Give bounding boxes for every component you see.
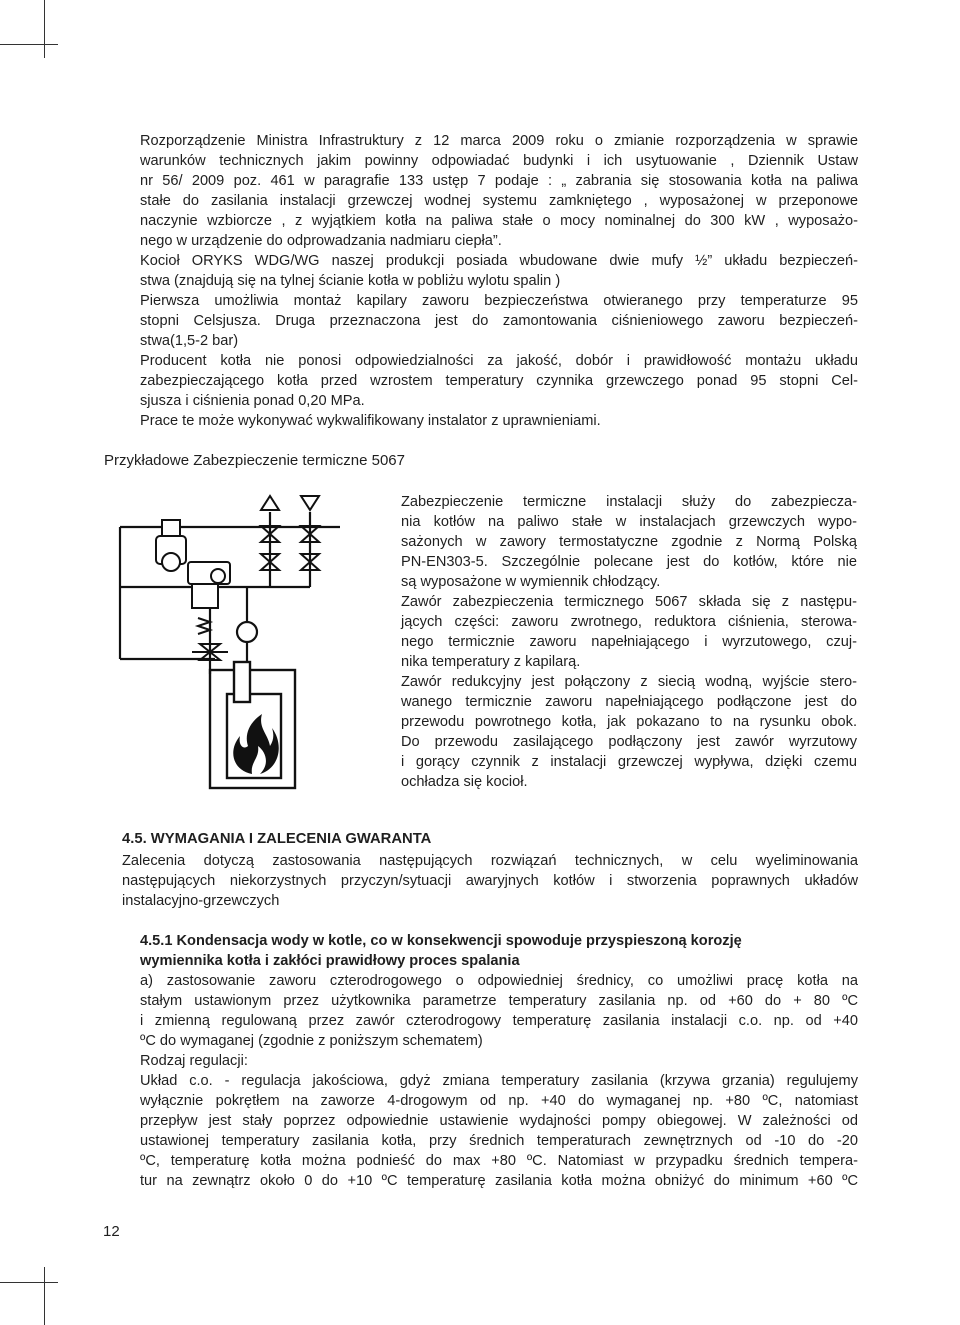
- side-line: Zabezpieczenie termiczne instalacji służy do zabezpiecza-: [401, 494, 857, 510]
- subsection-line: wyłącznie pokrętłem na zaworze 4-drogowym od np. +40 do wymaganej np. +80 ºC, natomiast: [140, 1093, 858, 1109]
- crop-mark-bottom-left: [44, 1267, 45, 1325]
- intro-line: Prace te może wykonywać wykwalifikowany instalator z uprawnieniami.: [140, 413, 601, 429]
- subsection-heading: [140, 931, 858, 971]
- subsection-heading-line: 4.5.1 Kondensacja wody w kotle, co w konsekwencji spowoduje przyspieszoną korozję: [140, 933, 742, 949]
- side-line: ochładza się kocioł.: [401, 774, 528, 790]
- side-line: nego termicznie zaworu napełniającego i wyrzutowego, czuj-: [401, 634, 857, 650]
- flame-icon: [233, 714, 279, 774]
- section-line: następujących niekorzystnych przyczyn/sytuacji awaryjnych kotłów i stworzenia poprawnych układów: [122, 873, 858, 889]
- intro-line: warunków technicznych jakim powinny odpowiadać budynki i ich usytuowanie , Dziennik Ustaw: [140, 153, 858, 169]
- intro-line: Producent kotła nie ponosi odpowiedzialności za jakość, dobór i prawidłowość montażu układu: [140, 353, 858, 369]
- crop-mark-bottom-left-h: [0, 1282, 58, 1283]
- side-line: jących części: zaworu zwrotnego, reduktora ciśnienia, sterowa-: [401, 614, 857, 630]
- intro-line: nego w urządzenie do odprowadzania nadmiaru ciepła”.: [140, 233, 502, 249]
- subsection-line: ºC do wymaganej (zgodnie z poniższym schematem): [140, 1033, 483, 1049]
- subsection-line: ustawionej temperatury zasilania kotła, przy średnich temperaturach zewnętrznych od -10 do -20: [140, 1133, 858, 1149]
- vent-triangle-icon: [261, 496, 279, 510]
- side-line: Do przewodu zasilającego podłączony jest zawór wyrzutowy: [401, 734, 857, 750]
- intro-line: stałe do zasilania instalacji grzewczej wodnej systemu zamkniętego , wyposażonej w przeponowe: [140, 193, 858, 209]
- subsection-line: Rodzaj regulacji:: [140, 1053, 248, 1069]
- side-line: przewodu powrotnego kotła, jak pokazano to na rysunku obok.: [401, 714, 857, 730]
- intro-line: zabezpieczającego kotła przed wzrostem temperatury czynnika grzewczego ponad 95 stopni Cel-: [140, 373, 858, 389]
- intro-line: Rozporządzenie Ministra Infrastruktury z 12 marca 2009 roku o zmianie rozporządzenia w sprawie: [140, 133, 858, 149]
- section-paragraph: [122, 851, 858, 911]
- side-line: nika temperatury z kapilarą.: [401, 654, 581, 670]
- subsection-line: ºC, temperaturę kotła można podnieść do max +80 ºC. Natomiast w przypadku średnich tempera-: [140, 1153, 858, 1169]
- thermal-safety-valve-diagram: [100, 484, 390, 806]
- subsection-paragraph: [140, 971, 858, 1191]
- page-number: 12: [103, 1223, 120, 1240]
- side-line: Zawór redukcyjny jest połączony z siecią wodną, wyjście stero-: [401, 674, 857, 690]
- intro-line: naczynie wzbiorcze , z wyjątkiem kotła na paliwa stałe o mocy nominalnej do 300 kW , wyposażo-: [140, 213, 858, 229]
- subsection-line: Układ c.o. - regulacja jakościowa, gdyż zmiana temperatury zasilania (krzywa grzania) regulujemy: [140, 1073, 858, 1089]
- vent-triangle-down-icon: [301, 496, 319, 510]
- subsection-line: stałym ustawionym przez użytkownika parametrze temperatury zasilania np. od +60 do + 80 ºC: [140, 993, 858, 1009]
- intro-line: sjusza i ciśnienia ponad 0,20 MPa.: [140, 393, 365, 409]
- subsection-line: i zmienną regulowaną przez zawór czterodrogowy temperaturę zasilania instalacji c.o. np. od +40: [140, 1013, 858, 1029]
- side-description: [401, 492, 857, 792]
- section-heading: 4.5. WYMAGANIA I ZALECENIA GWARANTA: [122, 831, 432, 847]
- intro-line: stopni Celsjusza. Druga przeznaczona jest do zamontowania ciśnieniowego zaworu bezpieczeń-: [140, 313, 858, 329]
- side-line: sażonych w zawory termostatyczne zgodnie z Normą Polską: [401, 534, 857, 550]
- section-line: Zalecenia dotyczą zastosowania następujących rozwiązań technicznych, w celu wyeliminowania: [122, 853, 858, 869]
- intro-line: stwa(1,5-2 bar): [140, 333, 239, 349]
- side-line: nia kotłów na paliwo stałe w instalacjach grzewczych wypo-: [401, 514, 857, 530]
- subsection-line: a) zastosowanie zaworu czterodrogowego o odpowiedniej średnicy, co umożliwi pracę kotła na: [140, 973, 858, 989]
- side-line: są wyposażone w wymiennik chłodzący.: [401, 574, 661, 590]
- intro-line: Pierwsza umożliwia montaż kapilary zaworu bezpieczeństwa otwieranego przy temperaturze 95: [140, 293, 858, 309]
- subsection-line: przepływ jest stały poprzez odpowiednie ustawienie wydajności pompy obiegowej. W zależności od: [140, 1113, 858, 1129]
- intro-paragraph: [140, 131, 858, 431]
- subsection-line: tur na zewnątrz około 0 do +10 ºC temperaturę zasilania kotła można obniżyć do minimum +60 ºC: [140, 1173, 858, 1189]
- crop-mark-top-left: [44, 0, 45, 58]
- section-line: instalacyjno-grzewczych: [122, 893, 280, 909]
- intro-line: stwa (znajdują się na tylnej ścianie kotła w pobliżu wylotu spalin ): [140, 273, 561, 289]
- figure-caption: Przykładowe Zabezpieczenie termiczne 5067: [104, 452, 405, 469]
- side-line: wanego termicznie zaworu napełniającego podłączone jest do: [401, 694, 857, 710]
- intro-line: nr 56/ 2009 poz. 461 w paragrafie 133 ustęp 7 podaje : „ zabrania się stosowania kotła na paliwa: [140, 173, 858, 189]
- intro-line: Kocioł ORYKS WDG/WG naszej produkcji posiada wbudowane dwie mufy ½” układu bezpieczeń-: [140, 253, 858, 269]
- side-line: PN-EN303-5. Szczególnie polecane jest do kotłów, które nie: [401, 554, 857, 570]
- side-line: i gorący czynnik z instalacji grzewczej wypływa, dzięki czemu: [401, 754, 857, 770]
- side-line: Zawór zabezpieczenia termicznego 5067 składa się z następu-: [401, 594, 857, 610]
- crop-mark-top-left-h: [0, 44, 58, 45]
- subsection-heading-line: wymiennika kotła i zakłóci prawidłowy proces spalania: [140, 953, 520, 969]
